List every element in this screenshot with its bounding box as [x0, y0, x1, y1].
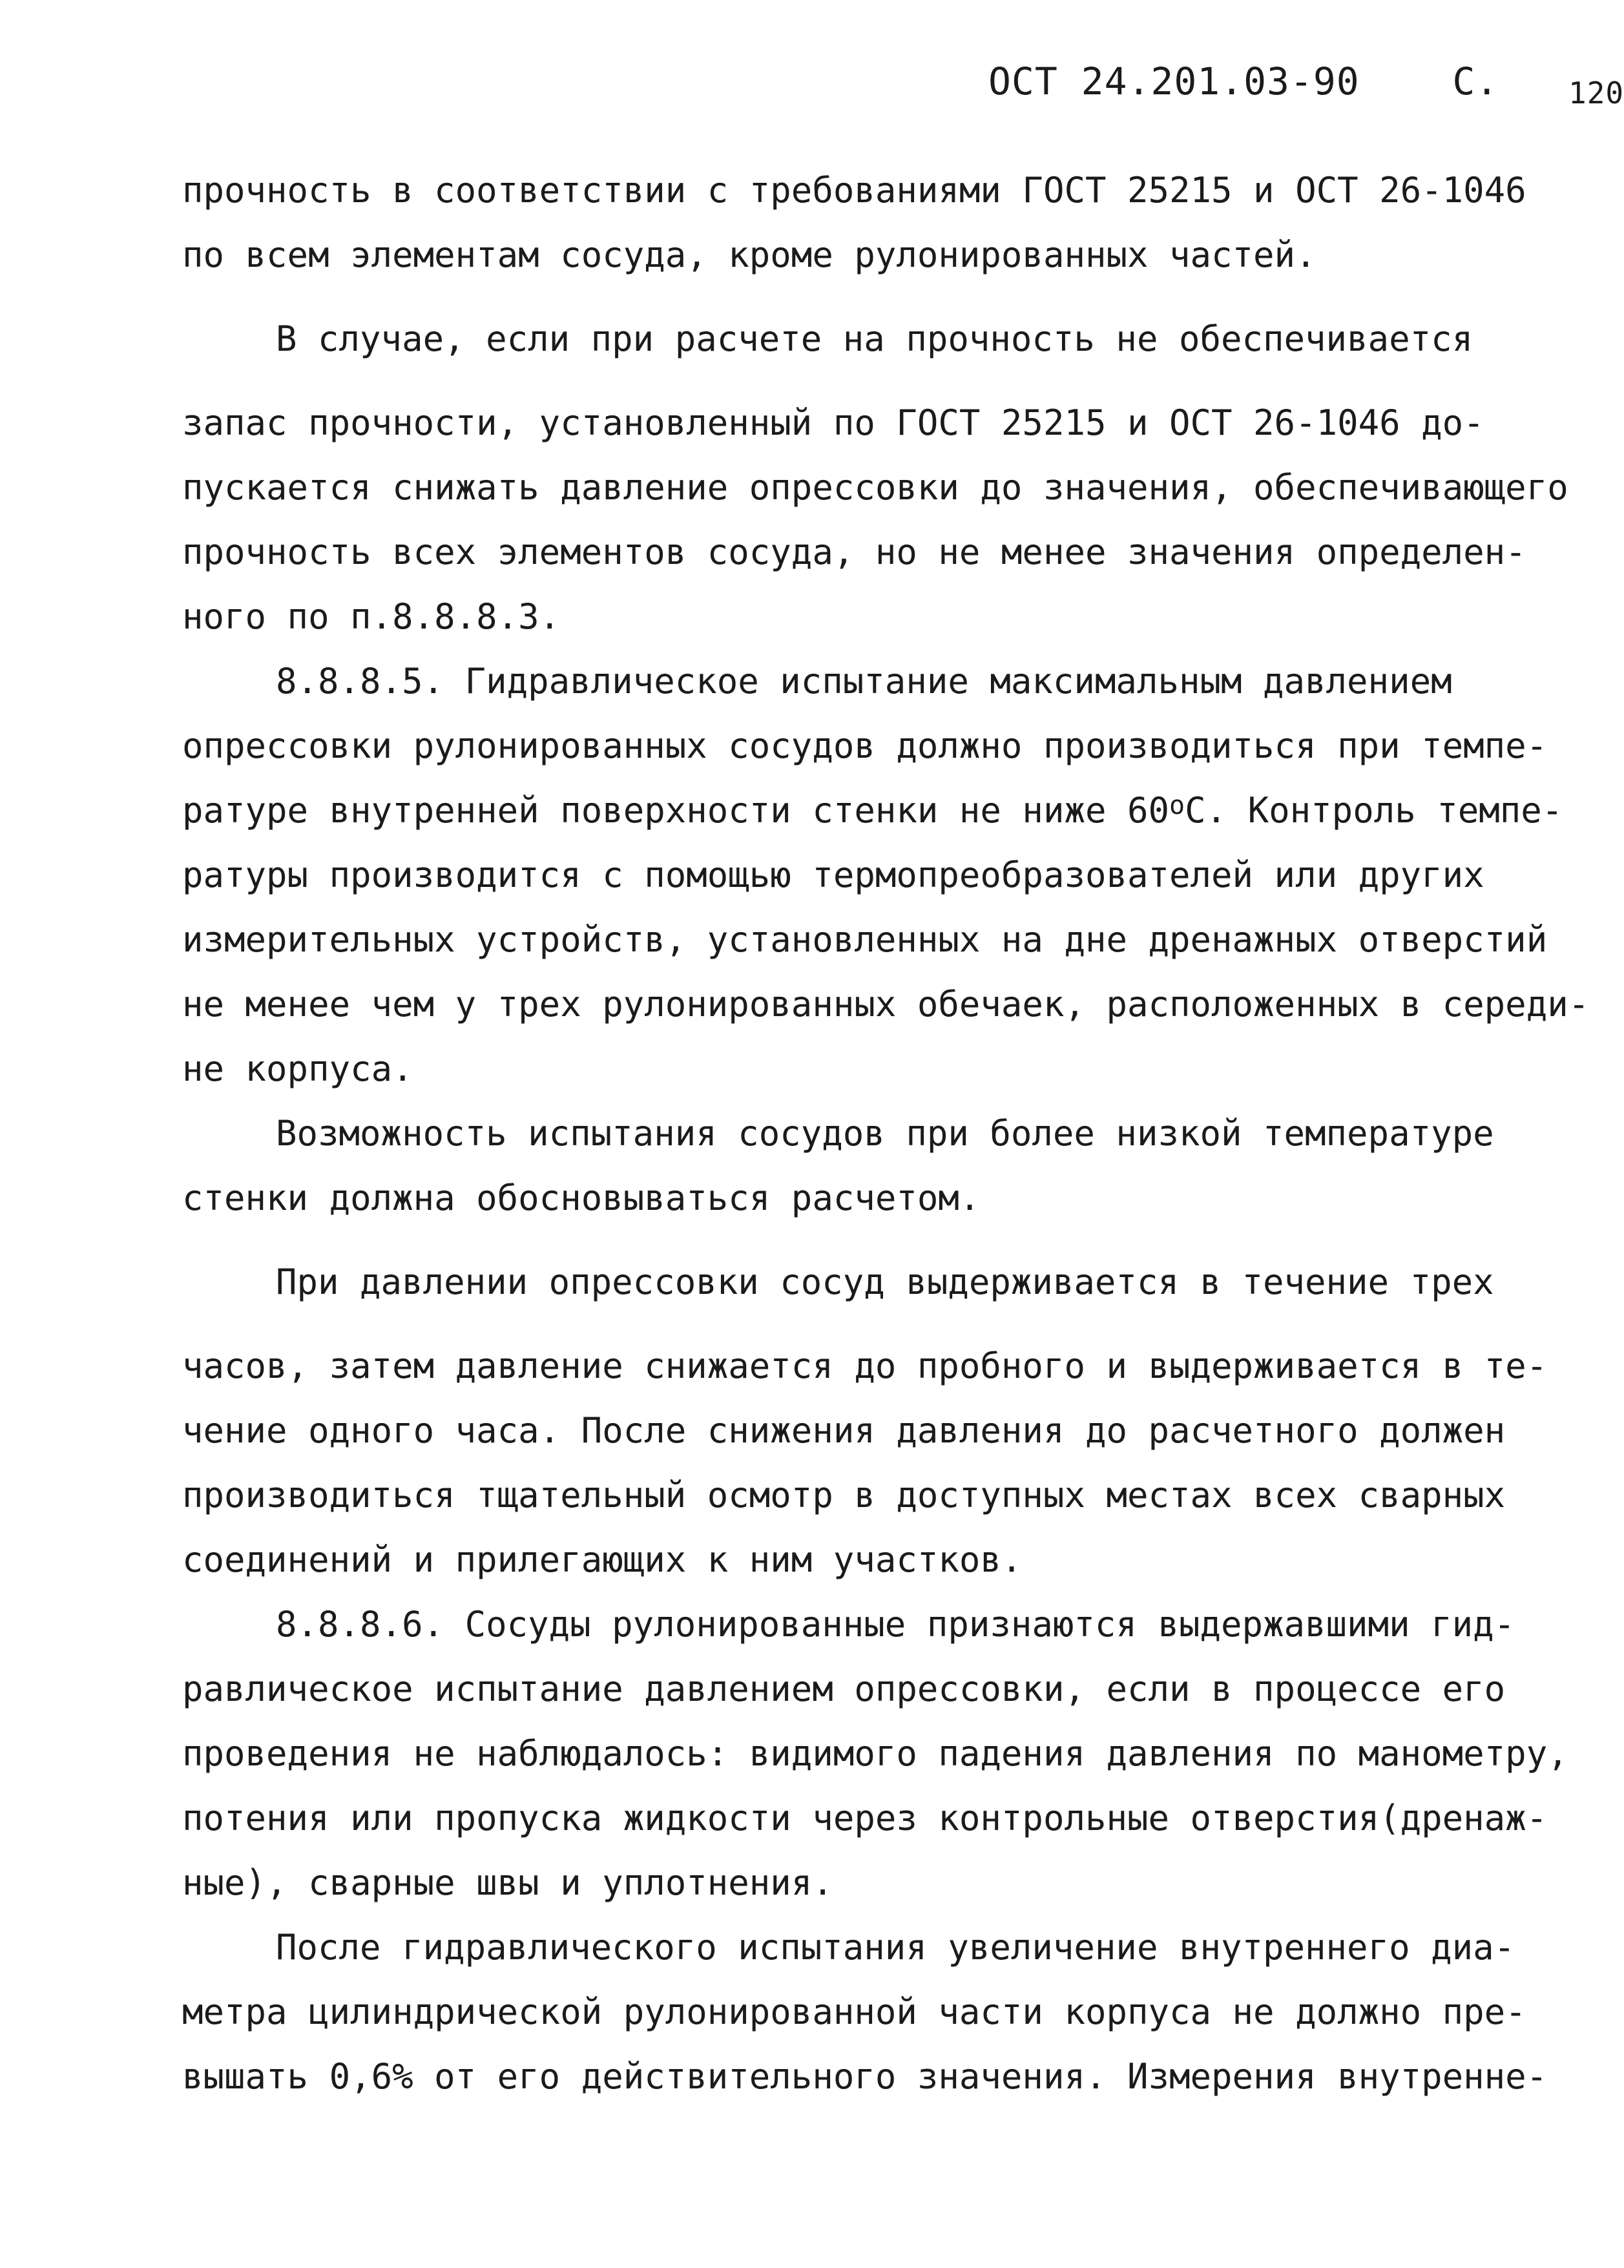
text-line	[182, 714, 1548, 778]
line-text: чение одного часа. После снижения давления до расчетного должен	[182, 1410, 1506, 1451]
line-text: пускается снижать давление опрессовки до значения, обеспечивающего	[182, 467, 1568, 508]
text-line	[182, 2044, 1548, 2109]
text-line	[182, 1786, 1548, 1851]
line-text: измерительных устройств, установленных на дне дренажных отверстий	[182, 919, 1548, 960]
text-line	[182, 520, 1526, 585]
text-line	[182, 972, 1590, 1037]
line-text: вышать 0,6% от его действительного значения. Измерения внутренне-	[182, 2056, 1548, 2097]
text-line	[182, 307, 1523, 371]
page-label: С.	[1452, 59, 1499, 103]
text-line	[182, 158, 1526, 223]
text-line	[182, 1463, 1523, 1528]
text-line	[182, 1657, 1523, 1722]
line-text: прочность в соответствии с требованиями ГОСТ 25215 и ОСТ 26-1046	[182, 170, 1526, 211]
text-line	[182, 455, 1568, 520]
line-text: ные), сварные швы и уплотнения.	[182, 1862, 833, 1903]
page-number: 120	[1568, 76, 1624, 110]
text-line	[182, 649, 1523, 714]
paragraph-spacer	[182, 1315, 1523, 1334]
body-text	[182, 158, 1590, 2109]
line-text: прочность всех элементов сосуда, но не менее значения определен-	[182, 532, 1526, 572]
text-line	[182, 1250, 1523, 1315]
text-line	[182, 1528, 1523, 1592]
text-line	[182, 1980, 1526, 2044]
line-text: метра цилиндрической рулонированной части корпуса не должно пре-	[182, 1992, 1526, 2032]
text-line	[182, 1722, 1568, 1786]
line-text: часов, затем давление снижается до пробного и выдерживается в те-	[182, 1346, 1548, 1386]
text-segment: ратуре внутренней поверхности стенки не ниже 60	[182, 790, 1170, 831]
line-text: потения или пропуска жидкости через контрольные отверстия(дренаж-	[182, 1798, 1548, 1838]
text-segment: С. Контроль темпе-	[1185, 790, 1563, 831]
line-text: 8.8.8.6. Сосуды рулонированные признаются выдержавшими гид-	[276, 1604, 1515, 1645]
page-header	[988, 59, 1624, 110]
text-line	[182, 585, 1523, 649]
line-text: равлическое испытание давлением опрессовки, если в процессе его	[182, 1669, 1506, 1709]
line-text: не менее чем у трех рулонированных обечаек, расположенных в середи-	[182, 984, 1590, 1025]
text-line	[182, 1037, 1523, 1101]
paragraph-spacer	[182, 371, 1523, 391]
line-text: проведения не наблюдалось: видимого падения давления по манометру,	[182, 1733, 1568, 1774]
text-line	[182, 1851, 1523, 1915]
line-text: Возможность испытания сосудов при более низкой температуре	[276, 1113, 1494, 1154]
text-line	[182, 908, 1548, 972]
text-line	[182, 1166, 1523, 1231]
line-text: ратуры производится с помощью термопреобразователей или других	[182, 855, 1484, 895]
line-text: В случае, если при расчете на прочность не обеспечивается	[276, 318, 1473, 359]
text-line	[182, 1915, 1523, 1980]
line-text: стенки должна обосновываться расчетом.	[182, 1178, 981, 1218]
line-text: по всем элементам сосуда, кроме рулонированных частей.	[182, 234, 1317, 275]
text-line	[182, 1399, 1523, 1463]
line-text: 8.8.8.5. Гидравлическое испытание максимальным давлением	[276, 661, 1452, 702]
text-line	[182, 778, 1563, 843]
line-text: После гидравлического испытания увеличение внутреннего диа-	[276, 1927, 1515, 1968]
line-text: опрессовки рулонированных сосудов должно производиться при темпе-	[182, 725, 1548, 766]
text-line	[182, 843, 1523, 908]
text-line	[182, 223, 1523, 287]
line-text: ного по п.8.8.8.3.	[182, 596, 561, 637]
document-code: ОСТ 24.201.03-90	[988, 59, 1360, 103]
line-text: не корпуса.	[182, 1048, 413, 1089]
text-line	[182, 1592, 1523, 1657]
text-line	[182, 1101, 1523, 1166]
text-line	[182, 1334, 1548, 1399]
line-text: соединений и прилегающих к ним участков.	[182, 1539, 1023, 1580]
text-line	[182, 391, 1523, 455]
line-text: запас прочности, установленный по ГОСТ 25215 и ОСТ 26-1046 до-	[182, 402, 1484, 443]
paragraph-spacer	[182, 287, 1523, 307]
paragraph-spacer	[182, 1231, 1523, 1250]
degree-superscript: о	[1169, 791, 1185, 820]
line-text: При давлении опрессовки сосуд выдерживается в течение трех	[276, 1262, 1494, 1302]
line-text: производиться тщательный осмотр в доступных местах всех сварных	[182, 1475, 1506, 1515]
